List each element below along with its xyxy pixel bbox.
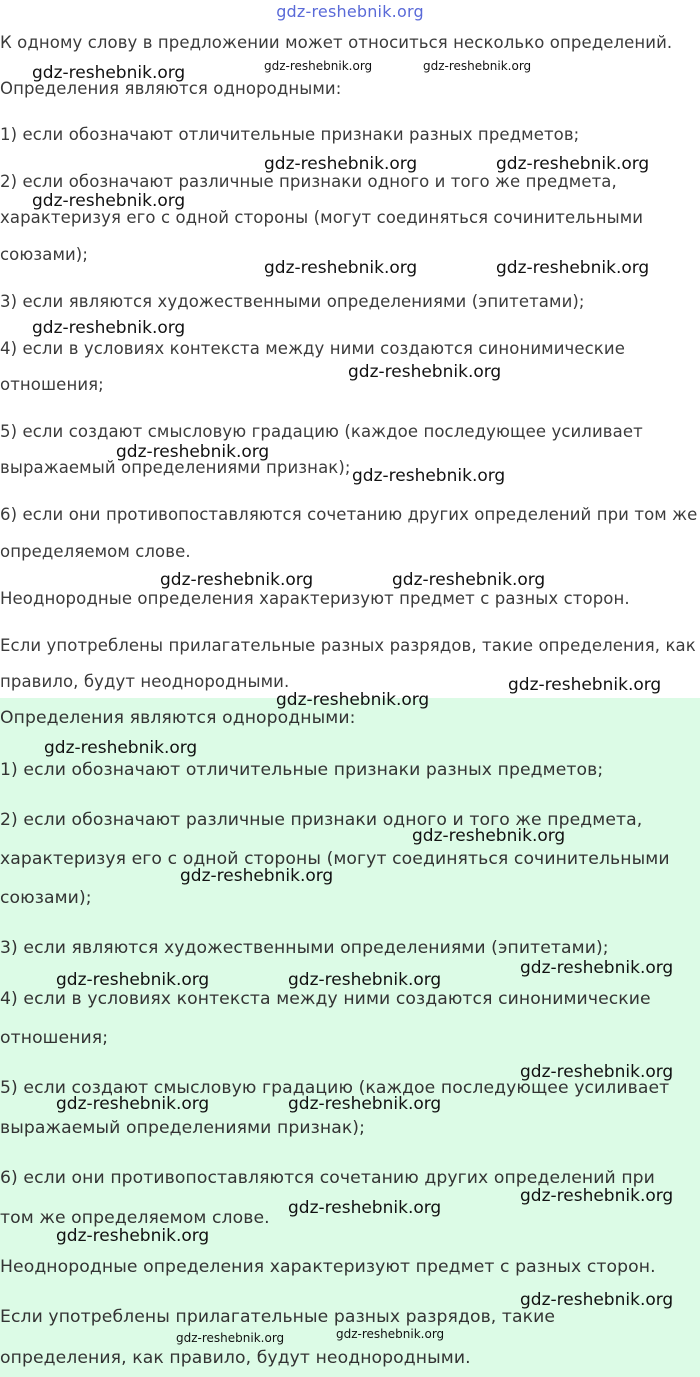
section1-line: отношения; [0,375,104,394]
watermark-text: gdz-reshebnik.org [180,866,334,886]
section2-line: Определения являются однородными: [0,708,356,728]
section2-line: 6) если они противопоставляются сочетанию других определений при [0,1168,655,1188]
watermark-text: gdz-reshebnik.org [412,826,566,846]
watermark-text: gdz-reshebnik.org [520,958,674,978]
watermark-text: gdz-reshebnik.org [32,318,186,338]
section2-line: отношения; [0,1028,109,1048]
watermark-text: gdz-reshebnik.org [276,690,430,710]
watermark-text: gdz-reshebnik.org [496,154,650,174]
watermark-text: gdz-reshebnik.org [56,1226,210,1246]
section1-line: 3) если являются художественными определениями (эпитетами); [0,292,585,311]
watermark-text: gdz-reshebnik.org [496,258,650,278]
section1-line: 1) если обозначают отличительные признаки разных предметов; [0,125,580,144]
watermark-text: gdz-reshebnik.org [264,154,418,174]
section2-line: определения, как правило, будут неоднородными. [0,1348,471,1368]
watermark-text: gdz-reshebnik.org [288,1198,442,1218]
section1-line: выражаемый определениями признак); [0,458,351,477]
watermark-text: gdz-reshebnik.org [520,1290,674,1310]
section1-line: Определения являются однородными: [0,79,342,98]
section1-line: Неоднородные определения характеризуют предмет с разных сторон. [0,589,630,608]
section2-line: характеризуя его с одной стороны (могут соединяться сочинительными [0,849,670,869]
section1-line: 5) если создают смысловую градацию (каждое последующее усиливает [0,422,643,441]
section2-line: 2) если обозначают различные признаки одного и того же предмета, [0,810,643,830]
section1-line: правило, будут неоднородными. [0,672,290,691]
watermark-text: gdz-reshebnik.org [336,1327,445,1341]
section1-line: союзами); [0,245,89,264]
section1-line: К одному слову в предложении может относиться несколько определений. [0,33,673,52]
watermark-text: gdz-reshebnik.org [116,442,270,462]
watermark-text: gdz-reshebnik.org [264,59,373,73]
section2-line: 1) если обозначают отличительные признаки разных предметов; [0,760,604,780]
section2-line: Если употреблены прилагательные разных разрядов, такие [0,1307,556,1327]
watermark-text: gdz-reshebnik.org [56,1094,210,1114]
watermark-text: gdz-reshebnik.org [423,59,532,73]
section1-line: 4) если в условиях контекста между ними создаются синонимические [0,339,625,358]
watermark-text: gdz-reshebnik.org [32,63,186,83]
watermark-text: gdz-reshebnik.org [176,1331,285,1345]
section1-line: определяемом слове. [0,542,191,561]
section2-line: том же определяемом слове. [0,1208,270,1228]
watermark-text: gdz-reshebnik.org [392,570,546,590]
watermark-text: gdz-reshebnik.org [160,570,314,590]
watermark-text: gdz-reshebnik.org [348,362,502,382]
section2-line: Неоднородные определения характеризуют предмет с разных сторон. [0,1257,656,1277]
watermark-text: gdz-reshebnik.org [508,675,662,695]
watermark-text: gdz-reshebnik.org [288,970,442,990]
header-watermark: gdz-reshebnik.org [276,2,424,21]
section1-line: Если употреблены прилагательные разных разрядов, такие определения, как [0,636,696,655]
watermark-text: gdz-reshebnik.org [520,1186,674,1206]
section1-line: 6) если они противопоставляются сочетанию других определений при том же [0,505,698,524]
watermark-text: gdz-reshebnik.org [56,970,210,990]
watermark-text: gdz-reshebnik.org [32,191,186,211]
section2-line: 3) если являются художественными определениями (эпитетами); [0,938,609,958]
section2-line: союзами); [0,888,92,908]
section2-line: 5) если создают смысловую градацию (каждое последующее усиливает [0,1078,670,1098]
watermark-text: gdz-reshebnik.org [352,466,506,486]
section2-line: выражаемый определениями признак); [0,1118,366,1138]
watermark-text: gdz-reshebnik.org [288,1094,442,1114]
watermark-text: gdz-reshebnik.org [44,738,198,758]
section1-line: 2) если обозначают различные признаки одного и того же предмета, [0,172,617,191]
watermark-text: gdz-reshebnik.org [264,258,418,278]
watermark-text: gdz-reshebnik.org [520,1062,674,1082]
section1-line: характеризуя его с одной стороны (могут соединяться сочинительными [0,208,644,227]
section2-line: 4) если в условиях контекста между ними создаются синонимические [0,989,651,1009]
